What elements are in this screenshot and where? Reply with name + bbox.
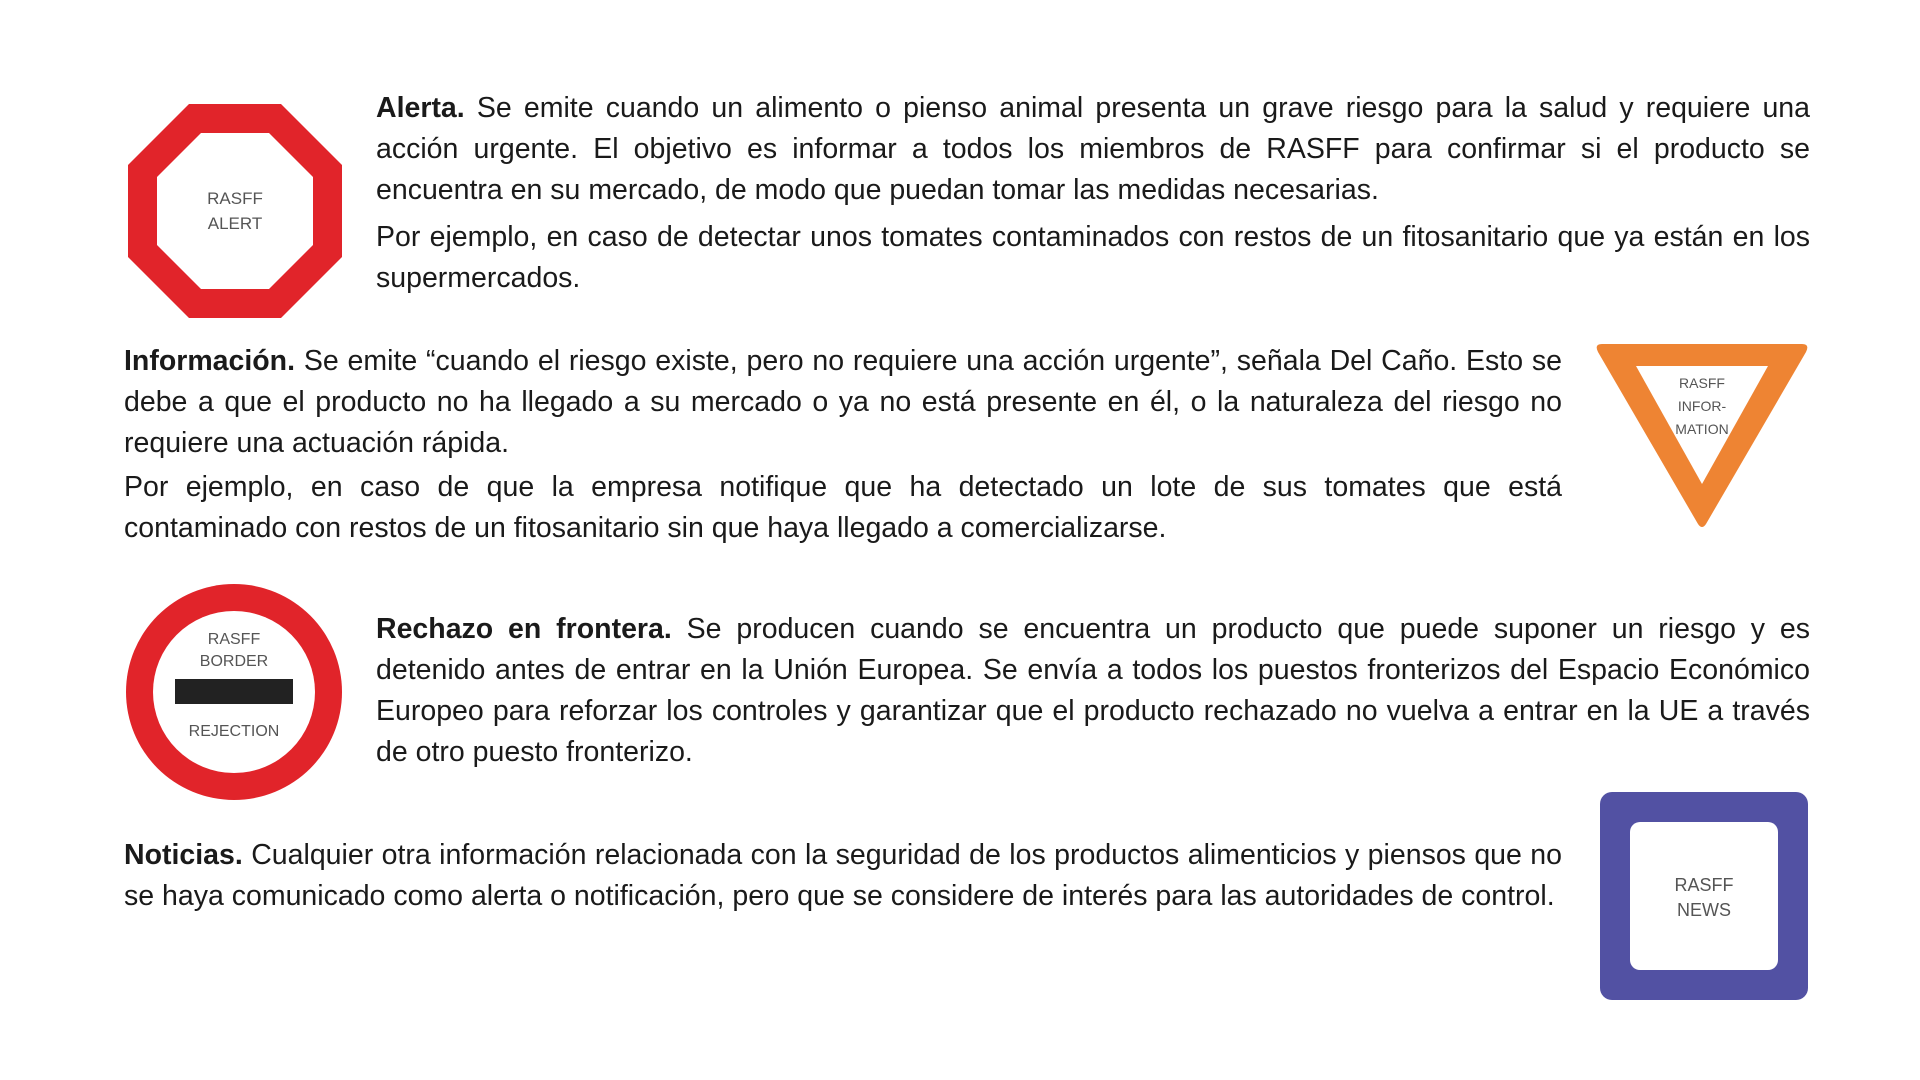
- rasff-information-sign: [1592, 338, 1812, 532]
- rasff-alert-sign: [124, 100, 346, 322]
- information-example: Por ejemplo, en caso de que la empresa notifique que ha detectado un lote de sus tomates que está contaminado con restos de un fitosanitario sin que haya llegado a comercializarse.: [124, 471, 1562, 544]
- square-news-sign-icon: [1598, 790, 1810, 1002]
- border-rejection-heading: Rechazo en frontera.: [376, 613, 672, 645]
- news-description: Cualquier otra información relacionada con la seguridad de los productos alimenticios y piensos que no se haya comunicado como alerta o notificación, pero que se considere de interés para las autoridades de control.: [124, 839, 1562, 912]
- alert-section: [376, 88, 1810, 299]
- rasff-border-rejection-sign: [124, 582, 344, 802]
- border-sign-line-3: REJECTION: [188, 723, 280, 740]
- border-sign-line-2: BORDER: [199, 653, 269, 670]
- news-paragraph: [124, 835, 1562, 917]
- news-sign-line-2: NEWS: [1677, 900, 1731, 920]
- rasff-news-sign: [1598, 790, 1810, 1002]
- alert-description: Se emite cuando un alimento o pienso animal presenta un grave riesgo para la salud y requiere una acción urgente. El objetivo es informar a todos los miembros de RASFF para confirmar si el producto se encuentra en su mercado, de modo que puedan tomar las medidas necesarias.: [376, 92, 1810, 206]
- alert-sign-line-1: RASFF: [207, 189, 263, 208]
- no-entry-circle-sign-icon: [124, 582, 344, 802]
- news-section: [124, 835, 1562, 917]
- alert-heading: Alerta.: [376, 92, 465, 124]
- octagon-stop-sign-icon: [124, 100, 346, 322]
- alert-example: Por ejemplo, en caso de detectar unos tomates contaminados con restos de un fitosanitario que ya están en los supermercados.: [376, 221, 1810, 294]
- border-sign-line-1: RASFF: [207, 631, 261, 648]
- border-rejection-description: Se producen cuando se encuentra un producto que puede suponer un riesgo y es detenido antes de entrar en la Unión Europea. Se envía a todos los puestos fronterizos del Espacio Económico Europeo para reforzar los controles y garantizar que el producto rechazado no vuelva a entrar en la UE a través de otro puesto fronterizo.: [376, 613, 1810, 768]
- yield-triangle-sign-icon: [1592, 338, 1812, 532]
- border-sign-bar: [175, 679, 293, 704]
- information-section: [124, 341, 1562, 549]
- information-sign-line-3: MATION: [1675, 421, 1729, 437]
- alert-paragraph: [376, 88, 1810, 211]
- border-rejection-section: [376, 609, 1810, 773]
- information-paragraph: [124, 341, 1562, 464]
- alert-sign-line-2: ALERT: [207, 214, 263, 233]
- information-sign-line-2: INFOR-: [1677, 398, 1727, 414]
- information-heading: Información.: [124, 345, 296, 377]
- information-description: Se emite “cuando el riesgo existe, pero no requiere una acción urgente”, señala Del Caño. Esto se debe a que el producto no ha llegado a su mercado o ya no está presente en él, o la naturaleza del riesgo no requiere una actuación rápida.: [124, 345, 1562, 459]
- news-heading: Noticias.: [124, 839, 243, 871]
- news-sign-line-1: RASFF: [1674, 875, 1734, 895]
- border-rejection-paragraph: [376, 609, 1810, 773]
- information-sign-line-1: RASFF: [1679, 375, 1725, 391]
